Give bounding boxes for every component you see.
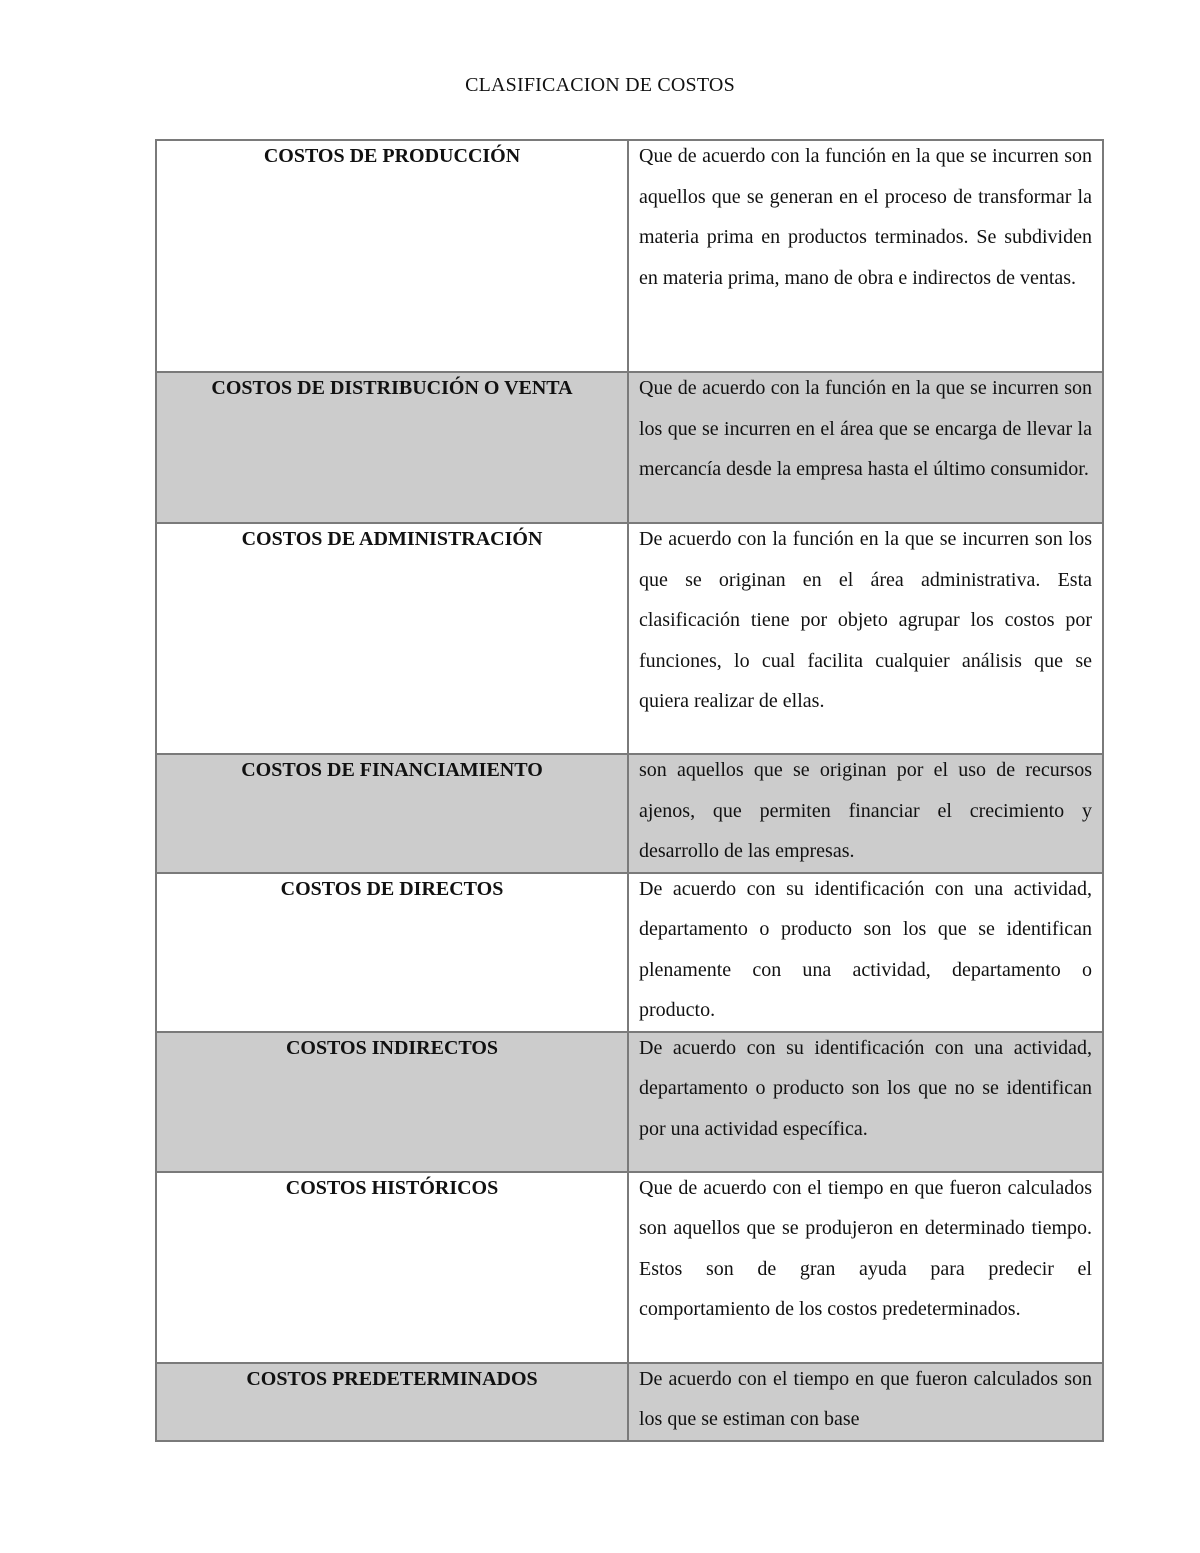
cost-description-cell xyxy=(628,523,1103,754)
cost-description: son aquellos que se originan por el uso de recursos ajenos, que permiten financiar el crecimiento y desarrollo de las empresas. xyxy=(639,759,1092,862)
cost-description-cell xyxy=(628,372,1103,523)
table-row xyxy=(156,140,1103,372)
document-title: CLASIFICACION DE COSTOS xyxy=(465,74,735,96)
cost-term-cell xyxy=(156,372,628,523)
cost-description-cell xyxy=(628,873,1103,1032)
cost-term-cell xyxy=(156,1172,628,1363)
cost-description-cell xyxy=(628,1172,1103,1363)
cost-description: Que de acuerdo con el tiempo en que fueron calculados son aquellos que se produjeron en determinado tiempo. Estos son de gran ayuda para predecir el comportamiento de los costos predeterminados. xyxy=(639,1176,1092,1320)
cost-description: Que de acuerdo con la función en la que se incurren son aquellos que se generan en el proceso de transformar la materia prima en productos terminados. Se subdividen en materia prima, mano de obra e indirectos de ventas. xyxy=(639,145,1092,289)
cost-term-cell xyxy=(156,1363,628,1441)
cost-description-cell xyxy=(628,754,1103,873)
table-row xyxy=(156,1363,1103,1441)
cost-term: COSTOS DE PRODUCCIÓN xyxy=(263,145,521,167)
cost-term-cell xyxy=(156,1032,628,1172)
cost-description: De acuerdo con la función en la que se incurren son los que se originan en el área administrativa. Esta clasificación tiene por objeto agrupar los costos por funciones, lo cual facilita cualquier análisis que se quiera realizar de ellas. xyxy=(639,528,1092,712)
table-row xyxy=(156,372,1103,523)
cost-description: De acuerdo con su identificación con una actividad, departamento o producto son los que se identifican plenamente con una actividad, departamento o producto. xyxy=(639,877,1092,1021)
cost-classification-table xyxy=(155,139,1104,1442)
table-row xyxy=(156,523,1103,754)
table-row xyxy=(156,873,1103,1032)
table-row xyxy=(156,1032,1103,1172)
cost-term-cell xyxy=(156,523,628,754)
cost-term: COSTOS INDIRECTOS xyxy=(285,1036,499,1059)
cost-description-cell xyxy=(628,1032,1103,1172)
table-row xyxy=(156,1172,1103,1363)
cost-term-cell xyxy=(156,873,628,1032)
cost-term-cell xyxy=(156,754,628,873)
cost-term: COSTOS DE ADMINISTRACIÓN xyxy=(241,528,543,550)
cost-description: Que de acuerdo con la función en la que se incurren son los que se incurren en el área que se encarga de llevar la mercancía desde la empresa hasta el último consumidor. xyxy=(639,377,1092,480)
cost-term: COSTOS PREDETERMINADOS xyxy=(246,1367,538,1390)
cost-term: COSTOS DE DISTRIBUCIÓN O VENTA xyxy=(211,377,573,399)
cost-description: De acuerdo con su identificación con una actividad, departamento o producto son los que no se identifican por una actividad específica. xyxy=(639,1036,1092,1140)
table-row xyxy=(156,754,1103,873)
cost-description-cell xyxy=(628,140,1103,372)
cost-description-cell xyxy=(628,1363,1103,1441)
cost-term: COSTOS DE FINANCIAMIENTO xyxy=(241,759,543,781)
cost-description: De acuerdo con el tiempo en que fueron calculados son los que se estiman con base xyxy=(639,1367,1092,1430)
cost-term: COSTOS DE DIRECTOS xyxy=(280,877,504,900)
cost-term-cell xyxy=(156,140,628,372)
cost-term: COSTOS HISTÓRICOS xyxy=(285,1176,499,1199)
